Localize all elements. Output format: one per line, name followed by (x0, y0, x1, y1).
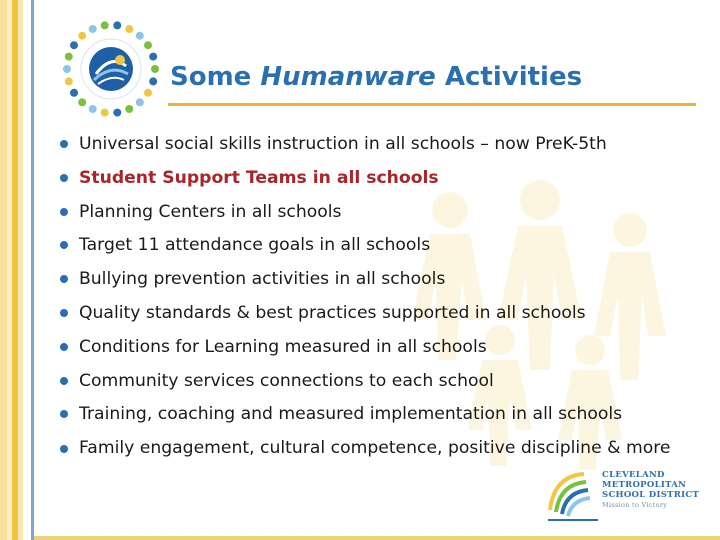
title-underline (168, 103, 696, 106)
logo-ring-figure (78, 32, 86, 40)
humanware-logo-icon (56, 14, 166, 124)
list-item: Quality standards & best practices supported in all schools (60, 297, 710, 331)
list-item: Community services connections to each school (60, 365, 710, 399)
list-item: Bullying prevention activities in all schools (60, 263, 710, 297)
logo-ring-figure (70, 89, 78, 97)
logo-ring-figure (78, 98, 86, 106)
logo-ring-figure (101, 109, 109, 117)
district-line-3: SCHOOL DISTRICT (602, 490, 700, 500)
list-item: Family engagement, cultural competence, positive discipline & more (60, 432, 710, 458)
logo-ring-figure (125, 105, 133, 113)
logo-ring-figure (136, 98, 144, 106)
activities-list (60, 128, 710, 458)
logo-ring-figure (149, 77, 157, 85)
logo-ring-figure (136, 32, 144, 40)
logo-ring-figure (144, 89, 152, 97)
logo-ring-figure (144, 41, 152, 49)
list-item: Target 11 attendance goals in all schools (60, 229, 710, 263)
district-line-1: CLEVELAND (602, 470, 665, 480)
list-item: Universal social skills instruction in all schools – now PreK-5th (60, 128, 710, 162)
logo-ring-figure (151, 65, 159, 73)
slide-title (170, 62, 582, 92)
logo-ring-figure (149, 53, 157, 61)
district-tagline: Mission to Victory (602, 501, 668, 509)
logo-ring-figure (113, 21, 121, 29)
list-item: Training, coaching and measured implementation in all schools (60, 398, 710, 432)
list-item-highlighted: Student Support Teams in all schools (60, 162, 710, 196)
list-item: Planning Centers in all schools (60, 196, 710, 230)
bottom-decorative-bar (34, 536, 720, 540)
logo-ring-figure (65, 53, 73, 61)
list-item: Conditions for Learning measured in all schools (60, 331, 710, 365)
title-suffix: Activities (435, 62, 583, 92)
title-emphasis: Humanware (260, 62, 436, 92)
logo-ring-figure (101, 21, 109, 29)
district-wordmark (602, 470, 702, 510)
logo-ring-figure (89, 25, 97, 33)
title-prefix: Some (170, 62, 261, 92)
logo-ring-figure (89, 105, 97, 113)
logo-ring-figure (63, 65, 71, 73)
district-line-2: METROPOLITAN (602, 480, 687, 490)
logo-ring-figure (125, 25, 133, 33)
left-decorative-stripes (0, 0, 34, 540)
logo-ring-figure (113, 109, 121, 117)
logo-ring-figure (70, 41, 78, 49)
logo-ring-figure (65, 77, 73, 85)
